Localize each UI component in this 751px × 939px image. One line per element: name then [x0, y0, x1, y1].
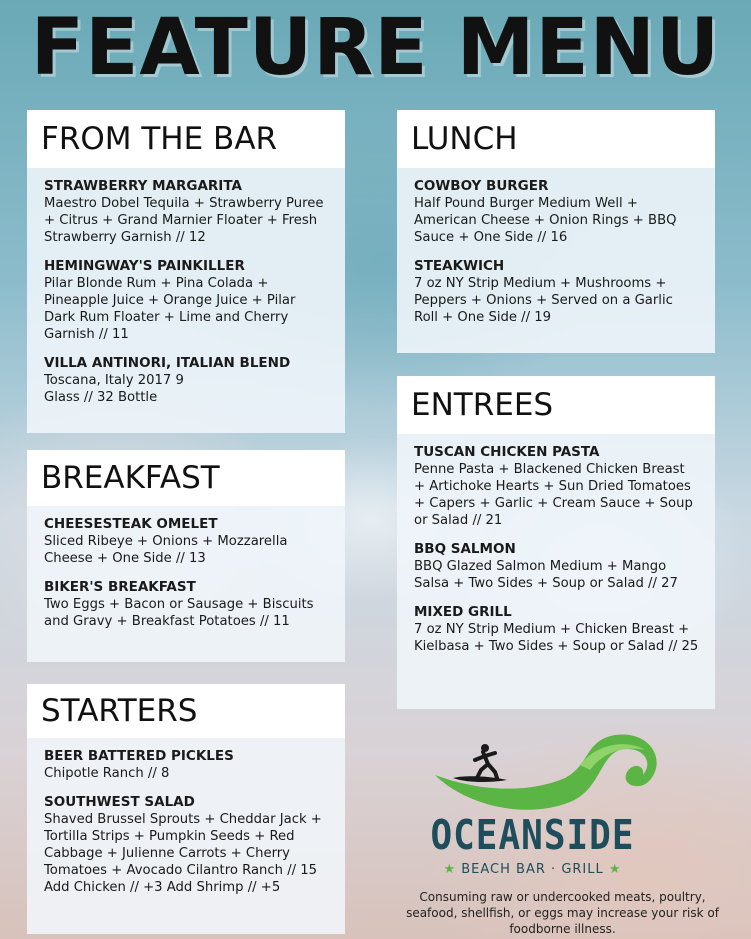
item-description: Penne Pasta + Blackened Chicken Breast + Artichoke Hearts + Sun Dried Tomatoes + Capers + Garlic + Cream Sauce + Soup or Salad // 21: [414, 462, 693, 528]
logo-tagline-left: BEACH BAR: [461, 862, 546, 877]
star-icon: ★: [608, 862, 622, 877]
item-name: TUSCAN CHICKEN PASTA: [414, 444, 600, 460]
menu-item: [414, 258, 699, 326]
star-icon: ★: [443, 862, 457, 877]
logo-wordmark: OCEANSIDE: [430, 812, 635, 860]
section-heading: ENTREES: [397, 376, 715, 434]
item-description: Half Pound Burger Medium Well + American Cheese + Onion Rings + BBQ Sauce + One Side // 16: [414, 196, 677, 245]
section-breakfast: [27, 450, 345, 662]
page-title: FEATURE MENU: [30, 3, 721, 93]
menu-item: [44, 579, 329, 630]
item-description: Shaved Brussel Sprouts + Cheddar Jack + Tortilla Strips + Pumpkin Seeds + Red Cabbage + Julienne Carrots + Cherry Tomatoes + Avocado Cilantro Ranch // 15 Add Chicken // +3 Add Shrimp // +5: [44, 812, 322, 895]
food-safety-disclaimer: Consuming raw or undercooked meats, poultry, seafood, shellfish, or eggs may increase your risk of foodborne illness.: [406, 890, 719, 936]
surfboard-shape: [453, 776, 507, 782]
item-name: HEMINGWAY'S PAINKILLER: [44, 258, 245, 274]
menu-item: [414, 604, 699, 655]
section-entrees: [397, 376, 715, 709]
item-name: STRAWBERRY MARGARITA: [44, 178, 242, 194]
item-description: Toscana, Italy 2017 9 Glass // 32 Bottle: [44, 373, 184, 405]
item-name: CHEESESTEAK OMELET: [44, 516, 218, 532]
menu-item: [44, 794, 329, 896]
logo-tagline-right: GRILL: [561, 862, 604, 877]
menu-item: [414, 444, 699, 529]
menu-item: [44, 748, 329, 782]
section-from-the-bar: [27, 110, 345, 433]
item-description: BBQ Glazed Salmon Medium + Mango Salsa + Two Sides + Soup or Salad // 27: [414, 559, 678, 591]
item-description: Chipotle Ranch // 8: [44, 766, 170, 781]
item-name: BBQ SALMON: [414, 541, 516, 557]
item-name: BIKER'S BREAKFAST: [44, 579, 196, 595]
section-heading: BREAKFAST: [27, 450, 345, 506]
item-name: VILLA ANTINORI, ITALIAN BLEND: [44, 355, 291, 371]
logo-tagline: [405, 862, 660, 877]
item-description: 7 oz NY Strip Medium + Chicken Breast + Kielbasa + Two Sides + Soup or Salad // 25: [414, 622, 699, 654]
item-name: BEER BATTERED PICKLES: [44, 748, 234, 764]
section-heading: LUNCH: [397, 110, 715, 168]
item-name: COWBOY BURGER: [414, 178, 549, 194]
item-description: 7 oz NY Strip Medium + Mushrooms + Peppers + Onions + Served on a Garlic Roll + One Side // 19: [414, 276, 673, 325]
surfer-body: [475, 752, 497, 778]
section-heading: FROM THE BAR: [27, 110, 345, 168]
item-description: Sliced Ribeye + Onions + Mozzarella Cheese + One Side // 13: [44, 534, 288, 566]
menu-item: [414, 178, 699, 246]
menu-item: [44, 516, 329, 567]
menu-item: [414, 541, 699, 592]
section-lunch: [397, 110, 715, 353]
menu-item: [44, 258, 329, 343]
item-description: Pilar Blonde Rum + Pina Colada + Pineapple Juice + Orange Juice + Pilar Dark Rum Floater + Lime and Cherry Garnish // 11: [44, 276, 296, 342]
logo-tagline-separator: ·: [551, 862, 557, 877]
section-starters: [27, 684, 345, 934]
item-description: Maestro Dobel Tequila + Strawberry Puree + Citrus + Grand Marnier Floater + Fresh Strawberry Garnish // 12: [44, 196, 324, 245]
item-name: SOUTHWEST SALAD: [44, 794, 195, 810]
menu-item: [44, 355, 329, 406]
item-name: MIXED GRILL: [414, 604, 512, 620]
item-name: STEAKWICH: [414, 258, 505, 274]
item-description: Two Eggs + Bacon or Sausage + Biscuits and Gravy + Breakfast Potatoes // 11: [44, 597, 314, 629]
menu-item: [44, 178, 329, 246]
section-heading: STARTERS: [27, 684, 345, 738]
